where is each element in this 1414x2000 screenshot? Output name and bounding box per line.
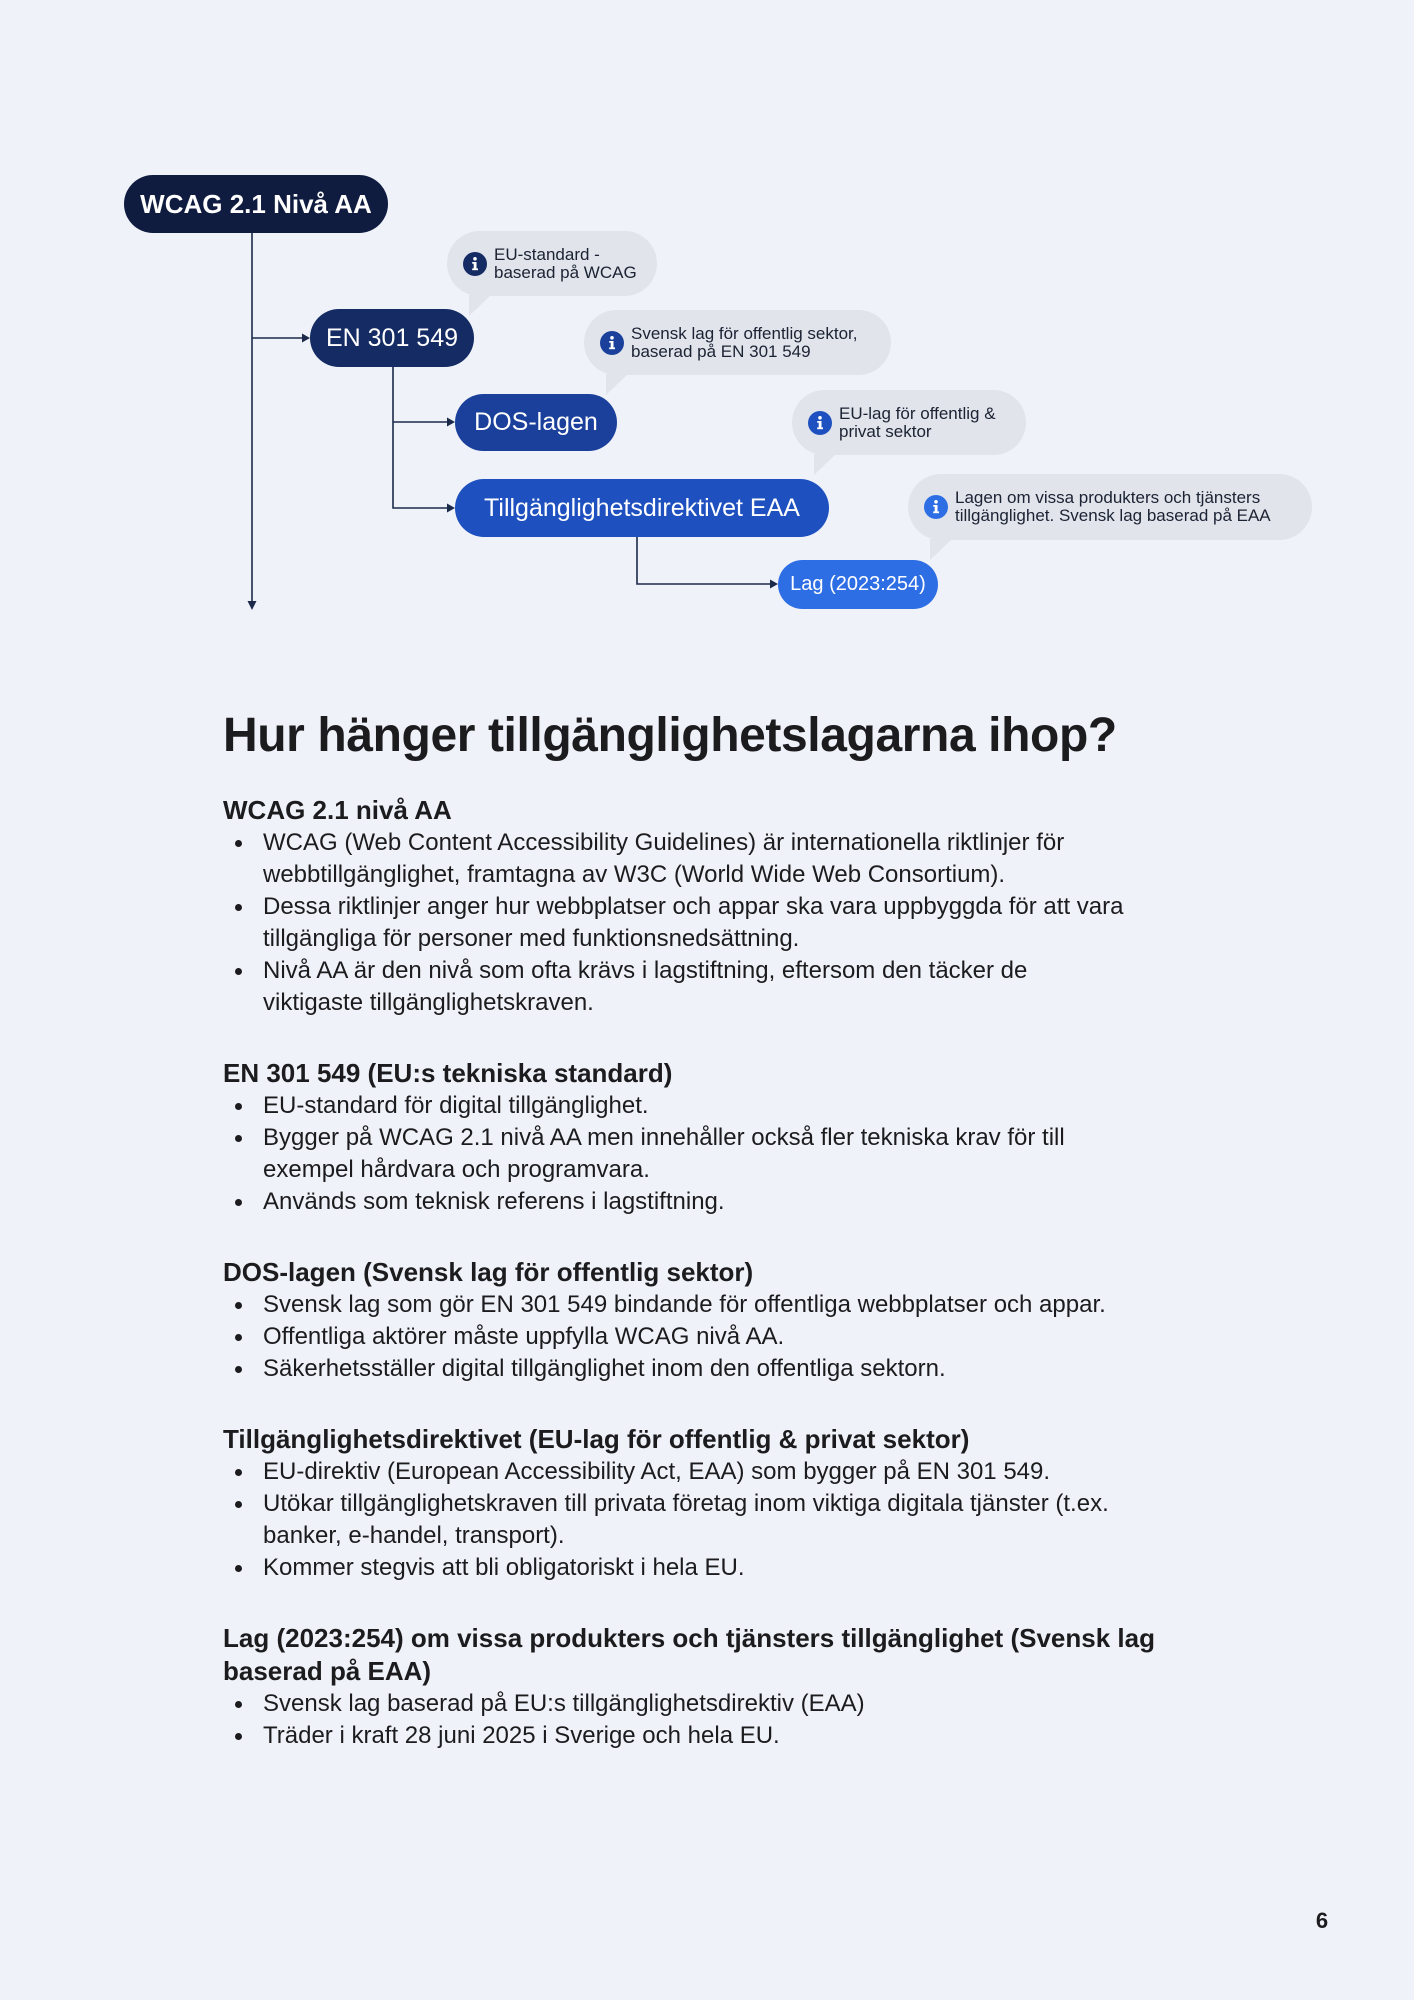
list-item: Kommer stegvis att bli obligatoriskt i hela EU. (223, 1552, 1343, 1584)
section-dos-lagen (223, 1256, 1343, 1385)
section-heading: EN 301 549 (EU:s tekniska standard) (223, 1058, 673, 1088)
bullet-list (223, 1090, 1343, 1218)
list-item: Svensk lag baserad på EU:s tillgänglighetsdirektiv (EAA) (223, 1688, 1343, 1720)
info-icon (463, 252, 487, 276)
note-text: Lagen om vissa produkters och tjänsters tillgänglighet. Svensk lag baserad på EAA (955, 488, 1271, 525)
list-item: Säkerhetsställer digital tillgänglighet inom den offentliga sektorn. (223, 1353, 1343, 1385)
connector-en-trunk-to-eaa (393, 367, 448, 508)
section-lag-2023-254 (223, 1622, 1343, 1752)
note-lag-2023-254 (908, 474, 1312, 540)
article-body (223, 794, 1343, 1752)
section-heading: Tillgänglighetsdirektivet (EU-lag för offentlig & privat sektor) (223, 1424, 970, 1454)
note-text: EU-standard - baserad på WCAG (494, 244, 637, 282)
connector-eaa-to-lag (637, 537, 771, 584)
note-text: Svensk lag för offentlig sektor, baserad på EN 301 549 (631, 323, 858, 361)
arrowhead-down (248, 601, 257, 610)
node-lag-2023-254: Lag (2023:254) (778, 560, 938, 609)
section-en-301-549 (223, 1057, 1343, 1218)
node-en-301-549: EN 301 549 (310, 309, 474, 367)
note-dos-lagen (584, 310, 891, 375)
list-item: Svensk lag som gör EN 301 549 bindande för offentliga webbplatser och appar. (223, 1289, 1343, 1321)
info-icon (600, 331, 624, 355)
page-number: 6 (1315, 1908, 1329, 1933)
page-title: Hur hänger tillgänglighetslagarna ihop? (223, 709, 1117, 762)
bullet-list (223, 1688, 1343, 1752)
arrowhead-en (302, 334, 310, 343)
list-item: WCAG (Web Content Accessibility Guidelines) är internationella riktlinjer för webbtillgänglighet, framtagna av W3C (World Wide Web Consortium). (223, 827, 1343, 891)
info-icon (808, 411, 832, 435)
arrowhead-lag (770, 580, 778, 589)
node-dos-lagen: DOS-lagen (455, 394, 617, 451)
note-text: EU-lag för offentlig & privat sektor (839, 403, 996, 441)
section-wcag (223, 794, 1343, 1019)
list-item: Bygger på WCAG 2.1 nivå AA men innehåller också fler tekniska krav för till exempel hårdvara och programvara. (223, 1122, 1343, 1186)
list-item: Offentliga aktörer måste uppfylla WCAG nivå AA. (223, 1321, 1343, 1353)
bullet-list (223, 1289, 1343, 1385)
node-tillganglighetsdirektivet-eaa: Tillgänglighetsdirektivet EAA (455, 479, 829, 537)
section-heading: WCAG 2.1 nivå AA (223, 795, 452, 825)
list-item: Nivå AA är den nivå som ofta krävs i lagstiftning, eftersom den täcker de viktigaste tillgänglighetskraven. (223, 955, 1343, 1019)
arrowhead-eaa (447, 504, 455, 513)
note-tillganglighetsdirektivet-eaa (792, 390, 1026, 455)
bullet-list (223, 827, 1343, 1019)
list-item: Träder i kraft 28 juni 2025 i Sverige och hela EU. (223, 1720, 1343, 1752)
list-item: EU-direktiv (European Accessibility Act, EAA) som bygger på EN 301 549. (223, 1456, 1343, 1488)
section-heading: Lag (2023:254) om vissa produkters och tjänsters tillgänglighet (Svensk lag baserad på EAA) (223, 1623, 1155, 1686)
node-wcag: WCAG 2.1 Nivå AA (124, 175, 388, 233)
info-icon (924, 495, 948, 519)
section-tillganglighetsdirektivet (223, 1423, 1343, 1584)
bullet-list (223, 1456, 1343, 1584)
arrowhead-dos (447, 418, 455, 427)
section-heading: DOS-lagen (Svensk lag för offentlig sektor) (223, 1257, 754, 1287)
list-item: EU-standard för digital tillgänglighet. (223, 1090, 1343, 1122)
list-item: Utökar tillgänglighetskraven till privata företag inom viktiga digitala tjänster (t.ex. banker, e-handel, transport). (223, 1488, 1343, 1552)
list-item: Dessa riktlinjer anger hur webbplatser och appar ska vara uppbyggda för att vara tillgängliga för personer med funktionsnedsättning. (223, 891, 1343, 955)
list-item: Används som teknisk referens i lagstiftning. (223, 1186, 1343, 1218)
note-en-301-549 (447, 231, 657, 296)
